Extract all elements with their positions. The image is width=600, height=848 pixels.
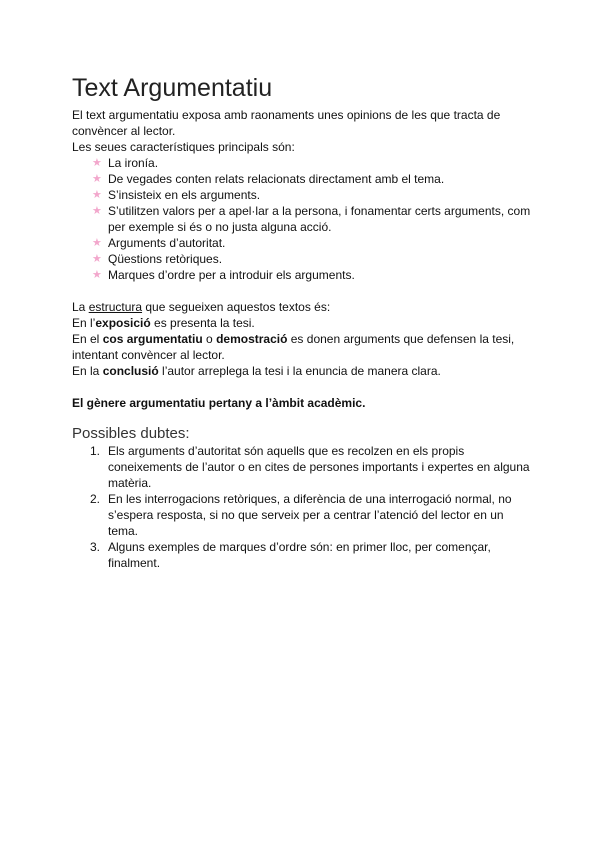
bold-statement-text: El gènere argumentatiu pertany a l’àmbit acadèmic. xyxy=(72,396,366,410)
document-title: Text Argumentatiu xyxy=(72,74,273,102)
list-item xyxy=(92,251,532,267)
doubts-list xyxy=(72,443,532,571)
list-item xyxy=(90,443,532,491)
spacer xyxy=(72,283,532,299)
bold-statement xyxy=(72,395,532,411)
list-item xyxy=(92,171,532,187)
text-run: es presenta la tesi. xyxy=(150,316,255,330)
intro-paragraph: El text argumentatiu exposa amb raonaments unes opinions de les que tracta de convèncer al lector. xyxy=(72,108,501,138)
list-item-text: En les interrogacions retòriques, a diferència de una interrogació normal, no s’espera resposta, si no que serveix per a centrar l’atenció del lector en un tema. xyxy=(108,492,512,538)
list-item-text: Alguns exemples de marques d’ordre són: en primer lloc, per començar, finalment. xyxy=(108,540,491,570)
text-run: es donen arguments que defensen la tesi, intentant convèncer al lector. xyxy=(72,332,515,362)
list-item-text: De vegades conten relats relacionats directament amb el tema. xyxy=(108,172,445,186)
text-run: En la xyxy=(72,364,103,378)
features-list xyxy=(72,155,532,283)
text-run: La xyxy=(72,300,89,314)
list-item-text: La ironía. xyxy=(108,156,159,170)
list-number: 2. xyxy=(90,492,101,506)
list-item xyxy=(92,235,532,251)
star-bullet-icon: ★ xyxy=(92,236,102,249)
list-item-text: Arguments d’autoritat. xyxy=(108,236,226,250)
doubts-heading: Possibles dubtes: xyxy=(72,425,190,442)
star-bullet-icon: ★ xyxy=(92,204,102,217)
structure-link[interactable]: estructura xyxy=(88,300,143,314)
star-bullet-icon: ★ xyxy=(92,156,102,169)
text-run: En el xyxy=(72,332,103,346)
list-item-text: Els arguments d’autoritat són aquells que es recolzen en els propis coneixements de l’autor o en cites de persones importants i expertes en alguna matèria. xyxy=(108,444,530,490)
list-item-text: Marques d’ordre per a introduir els arguments. xyxy=(108,268,355,282)
list-item xyxy=(90,539,532,571)
list-item-text: Qüestions retòriques. xyxy=(108,252,223,266)
list-item-text: S’insisteix en els arguments. xyxy=(108,188,261,202)
list-number: 1. xyxy=(90,444,101,458)
text-run: o xyxy=(202,332,217,346)
text-run: que segueixen aquestos textos és: xyxy=(142,300,331,314)
cos-line xyxy=(72,331,532,363)
list-item xyxy=(92,187,532,203)
spacer xyxy=(72,379,532,395)
list-number: 3. xyxy=(90,540,101,554)
structure-intro xyxy=(72,299,532,315)
term-demostracio: demostració xyxy=(216,332,288,346)
term-conclusio: conclusió xyxy=(102,364,159,378)
star-bullet-icon: ★ xyxy=(92,252,102,265)
star-bullet-icon: ★ xyxy=(92,268,102,281)
features-heading: Les seues característiques principals són: xyxy=(72,140,295,154)
list-item xyxy=(92,203,532,235)
conclusio-line xyxy=(72,363,532,379)
list-item-text: S’utilitzen valors per a apel·lar a la persona, i fonamentar certs arguments, com per exemple si és o no justa alguna acció. xyxy=(108,204,531,234)
star-bullet-icon: ★ xyxy=(92,188,102,201)
text-run: l’autor arreplega la tesi i la enuncia de manera clara. xyxy=(158,364,441,378)
list-item xyxy=(92,155,532,171)
list-item xyxy=(90,491,532,539)
term-exposicio: exposició xyxy=(95,316,151,330)
document-body xyxy=(72,74,532,571)
term-cos-argumentatiu: cos argumentatiu xyxy=(102,332,203,346)
exposicio-line xyxy=(72,315,532,331)
star-bullet-icon: ★ xyxy=(92,172,102,185)
list-item xyxy=(92,267,532,283)
text-run: En l’ xyxy=(72,316,96,330)
